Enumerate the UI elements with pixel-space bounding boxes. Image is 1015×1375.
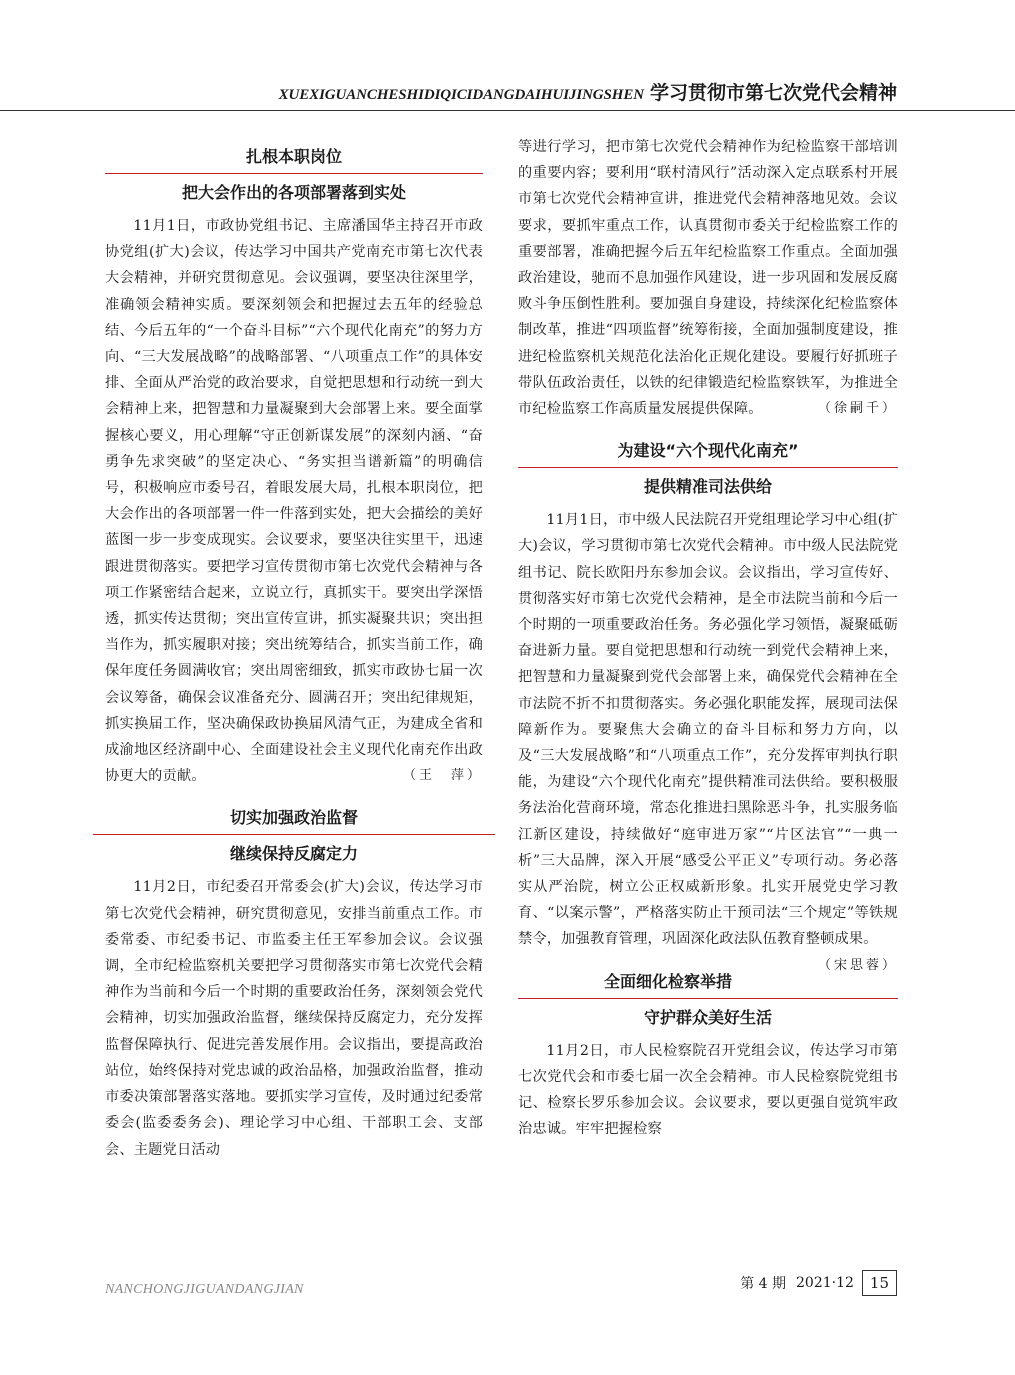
footer-pinyin: NANCHONGJIGUANDANGJIAN (105, 1282, 304, 1297)
page-number: 15 (862, 1270, 897, 1296)
article-2-title-line2: 继续保持反腐定力 (229, 844, 358, 864)
issue-date: 2021·12 (796, 1275, 854, 1291)
article-4 (518, 961, 898, 1143)
article-2-body-right (518, 134, 898, 422)
header-pinyin: XUEXIGUANCHESHIDIQICIDANGDAIHUIJINGSHEN (278, 87, 644, 103)
article-2-body-left: 11月2日，市纪委召开常委会(扩大)会议，传达学习市第七次党代会精神，研究贯彻意见，安排当前重点工作。市委常委、市纪委书记、市监委主任王军参加会议。会议强调，全市纪检监察机关要把学习贯彻落实市第七次党代会精神作为当前和今后一个时期的重要政治任务，深刻领会党代会精神，切实加强政治监督，继续保持反腐定力，充分发挥监督保障执行、促进完善发展作用。会议指出，要提高政治站位，始终保持对党忠诚的政治品格，加强政治监督，推动市委决策部署落实落地。要抓实学习宣传，及时通过纪委常委会(监委委务会)、理论学习中心组、干部职工会、支部会、主题党日活动 (105, 879, 483, 1158)
article-2-title (105, 797, 483, 874)
right-column (518, 136, 898, 1151)
article-3-title-line1: 为建设“六个现代化南充” (617, 441, 799, 461)
article-1-title (105, 136, 483, 213)
article-3-title (518, 430, 898, 507)
issue-number: 第 4 期 (740, 1276, 786, 1292)
article-3-body (518, 507, 898, 973)
left-column (105, 136, 483, 1171)
article-3-title-line2: 提供精准司法供给 (643, 477, 772, 497)
article-2-title-line1: 切实加强政治监督 (229, 808, 358, 828)
article-1-body (105, 213, 483, 789)
article-1-author: （王 萍） (402, 768, 483, 784)
article-4-body: 11月2日，市人民检察院召开党组会议，传达学习市第七次党代会和市委七届一次全会精神。市人民检察院党组书记、检察长罗乐参加会议。会议要求，要以更强自觉筑牢政治忠诚。牢牢把握检察 (518, 1042, 898, 1138)
article-4-title-line1: 全面细化检察举措 (603, 971, 732, 991)
header-text (279, 78, 897, 105)
article-1 (105, 136, 483, 789)
article-2-continued (518, 134, 898, 422)
article-3-text: 11月1日，市中级人民法院召开党组理论学习中心组(扩大)会议，学习贯彻市第七次党代会精神。市中级人民法院党组书记、院长欧阳丹东参加会议。会议指出，学习宣传好、贯彻落实好市第七次党代会精神，是全市法院当前和今后一个时期的一项重要政治任务。务必强化学习领悟，凝聚砥砺奋进新力量。要自觉把思想和行动统一到党代会精神上来，把智慧和力量凝聚到党代会部署上来，确保党代会精神在全市法院不折不扣贯彻落实。务必强化职能发挥，展现司法保障新作为。要聚焦大会确立的奋斗目标和努力方向，以及“三大发展战略”和“八项重点工作”，充分发挥审判执行职能，为建设“六个现代化南充”提供精准司法供给。要积极服务法治化营商环境，常态化推进扫黑除恶斗争，扎实服务临江新区建设，持续做好“庭审进万家”“片区法官”“一典一析”三大品牌，深入开展“感受公平正义”专项行动。务必落实从严治院，树立公正权威新形象。扎实开展党史学习教育、“以案示警”，严格落实防止干预司法“三个规定”等铁规禁令，加强教育管理，巩固深化政法队伍教育整顿成果。 (518, 512, 898, 948)
header-title: 学习贯彻市第七次党代会精神 (649, 82, 897, 104)
article-2 (105, 797, 483, 1162)
article-2-text-right: 等进行学习，把市第七次党代会精神作为纪检监察干部培训的重要内容；要利用“联村清风行”活动深入定点联系村开展市第七次党代会精神宣讲，推进党代会精神落地见效。会议要求，要抓牢重点工作，认真贯彻市委关于纪检监察工作的重要部署，准确把握今后五年纪检监察工作重点。全面加强政治建设，驰而不息加强作风建设，进一步巩固和发展反腐败斗争压倒性胜利。要加强自身建设，持续深化纪检监察体制改革，推进“四项监督”统筹衔接，全面加强制度建设，推进纪检监察机关规范化法治化正规化建设。要履行好抓班子带队伍政治责任，以铁的纪律锻造纪检监察铁军，为推进全市纪检监察工作高质量发展提供保障。 (518, 139, 898, 418)
article-2-author: （徐嗣千） (817, 401, 898, 417)
article-1-title-line1: 扎根本职岗位 (245, 147, 342, 166)
page-header (0, 70, 1015, 111)
article-3 (518, 430, 898, 973)
article-3-author: （宋思蓉） (817, 957, 898, 973)
article-1-text: 11月1日，市政协党组书记、主席潘国华主持召开市政协党组(扩大)会议，传达学习中国共产党南充市第七次代表大会精神，并研究贯彻意见。会议强调，要坚决往深里学，准确领会精神实质。要深刻领会和把握过去五年的经验总结、今后五年的“一个奋斗目标”“六个现代化南充”的努力方向、“三大发展战略”的战略部署、“八项重点工作”的具体安排、全面从严治党的政治要求，自觉把思想和行动统一到大会精神上来，把智慧和力量凝聚到大会部署上来。要全面掌握核心要义，用心理解“守正创新谋发展”的深刻内涵、“奋勇争先求突破”的坚定决心、“务实担当谱新篇”的明确信号，积极响应市委号召，着眼发展大局，扎根本职岗位，把大会作出的各项部署一件一件落到实处，把大会描绘的美好蓝图一步一步变成现实。会议要求，要坚决往实里干，迅速跟进贯彻落实。要把学习宣传贯彻市第七次党代会精神与各项工作紧密结合起来，立说立行，真抓实干。要突出学深悟透，抓实传达贯彻；突出宣传宣讲，抓实凝聚共识；突出担当作为，抓实履职对接；突出统筹结合，抓实当前工作，确保年度任务圆满收官；突出周密细致，抓实市政协七届一次会议筹备，确保会议准备充分、圆满召开；突出纪律规矩，抓实换届工作，坚决确保政协换届风清气正，为建成全省和成渝地区经济副中心、全面建设社会主义现代化南充作出政协更大的贡献。 (105, 218, 483, 785)
article-1-title-line2: 把大会作出的各项部署落到实处 (181, 183, 406, 202)
page-footer (740, 1270, 897, 1296)
article-4-title-line2: 守护群众美好生活 (643, 1007, 772, 1027)
